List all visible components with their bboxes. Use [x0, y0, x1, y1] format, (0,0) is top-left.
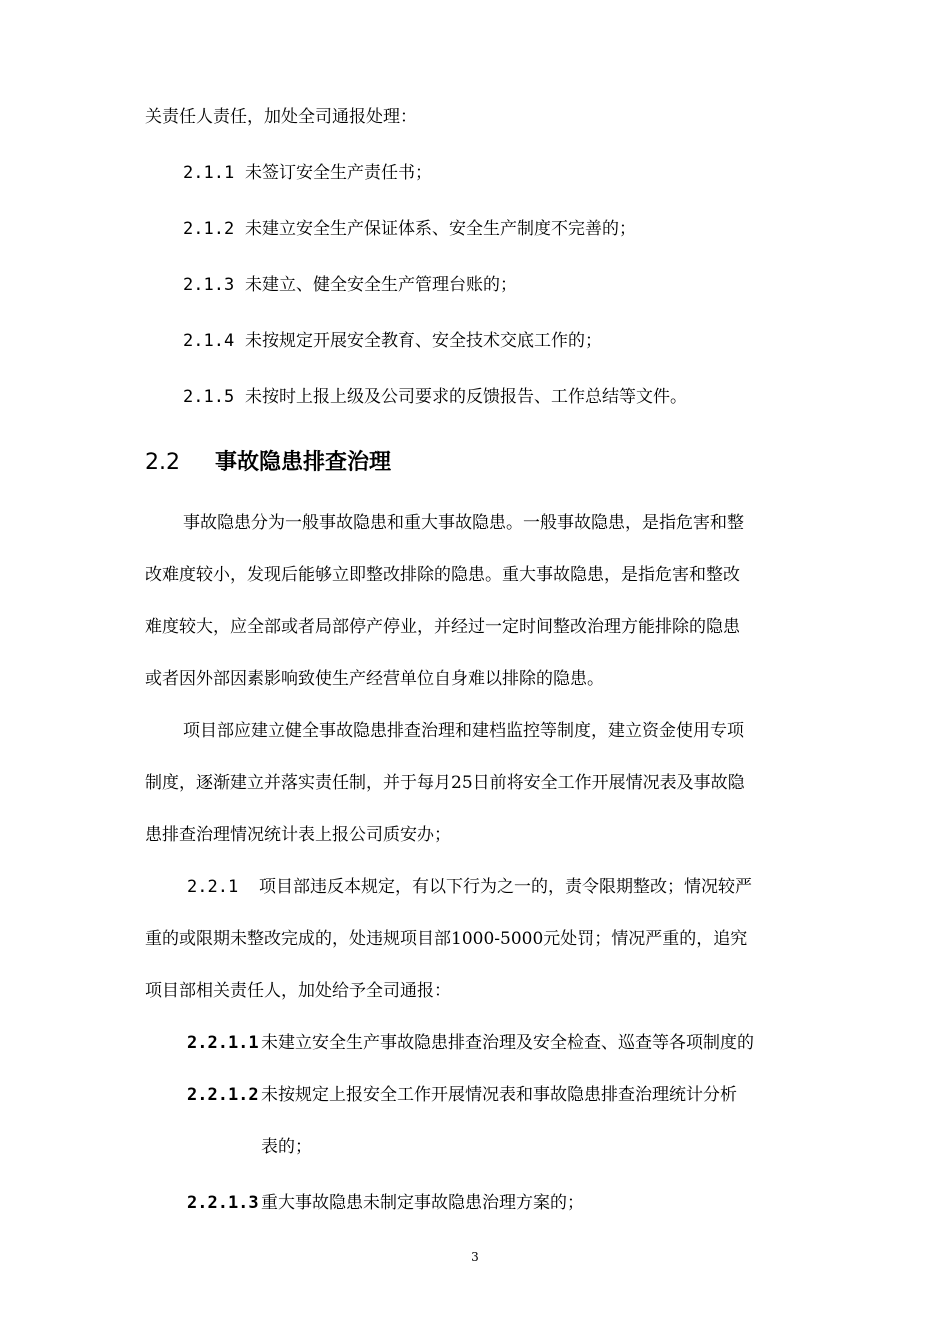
list-item	[187, 1031, 754, 1055]
item-text: 未签订安全生产责任书；	[245, 163, 432, 183]
item-text: 未按时上报上级及公司要求的反馈报告、工作总结等文件。	[245, 387, 687, 407]
item-number: 2.1.5	[183, 387, 235, 407]
section-heading	[145, 449, 391, 477]
item-text: 未建立、健全安全生产管理台账的；	[245, 275, 517, 295]
para1-line: 或者因外部因素影响致使生产经营单位自身难以排除的隐患。	[145, 669, 604, 689]
item-number: 2.1.4	[183, 331, 235, 351]
subsection-line: 项目部相关责任人，加处给予全司通报：	[145, 981, 451, 1001]
item-text: 未按规定开展安全教育、安全技术交底工作的；	[245, 331, 602, 351]
item-text: 重大事故隐患未制定事故隐患治理方案的；	[261, 1193, 584, 1213]
subsection-text: 项目部违反本规定，有以下行为之一的，责令限期整改；情况较严	[259, 877, 752, 897]
item-text: 未按规定上报安全工作开展情况表和事故隐患排查治理统计分析	[261, 1085, 737, 1105]
item-number: 2.1.1	[183, 163, 235, 183]
subsection-line: 重的或限期未整改完成的，处违规项目部1000-5000元处罚；情况严重的，追究	[145, 929, 748, 949]
subsection-first-line	[187, 875, 752, 899]
para2-line: 患排查治理情况统计表上报公司质安办；	[145, 825, 451, 845]
item-number: 2.2.1.2	[187, 1085, 259, 1105]
item-text: 未建立安全生产事故隐患排查治理及安全检查、巡查等各项制度的	[261, 1033, 754, 1053]
section-number: 2.2	[145, 450, 180, 475]
para1-line: 难度较大，应全部或者局部停产停业，并经过一定时间整改治理方能排除的隐患	[145, 617, 740, 637]
list-item	[183, 273, 517, 297]
para2-line: 项目部应建立健全事故隐患排查治理和建档监控等制度，建立资金使用专项	[183, 721, 744, 741]
list-item-continuation: 表的；	[261, 1137, 312, 1157]
page-number: 3	[471, 1250, 479, 1264]
subsection-number: 2.2.1	[187, 877, 239, 897]
item-number: 2.2.1.3	[187, 1193, 259, 1213]
list-item	[187, 1083, 737, 1107]
para1-line: 事故隐患分为一般事故隐患和重大事故隐患。一般事故隐患，是指危害和整	[183, 513, 744, 533]
section-title: 事故隐患排查治理	[215, 450, 392, 475]
intro-line: 关责任人责任，加处全司通报处理：	[145, 107, 417, 127]
list-item	[183, 161, 432, 185]
list-item	[183, 329, 602, 353]
list-item	[183, 217, 636, 241]
item-number: 2.1.3	[183, 275, 235, 295]
para1-line: 改难度较小，发现后能够立即整改排除的隐患。重大事故隐患，是指危害和整改	[145, 565, 740, 585]
para2-line: 制度，逐渐建立并落实责任制，并于每月25日前将安全工作开展情况表及事故隐	[145, 773, 745, 793]
item-number: 2.1.2	[183, 219, 235, 239]
list-item	[187, 1191, 584, 1215]
list-item	[183, 385, 687, 409]
item-text: 未建立安全生产保证体系、安全生产制度不完善的；	[245, 219, 636, 239]
item-number: 2.2.1.1	[187, 1033, 259, 1053]
